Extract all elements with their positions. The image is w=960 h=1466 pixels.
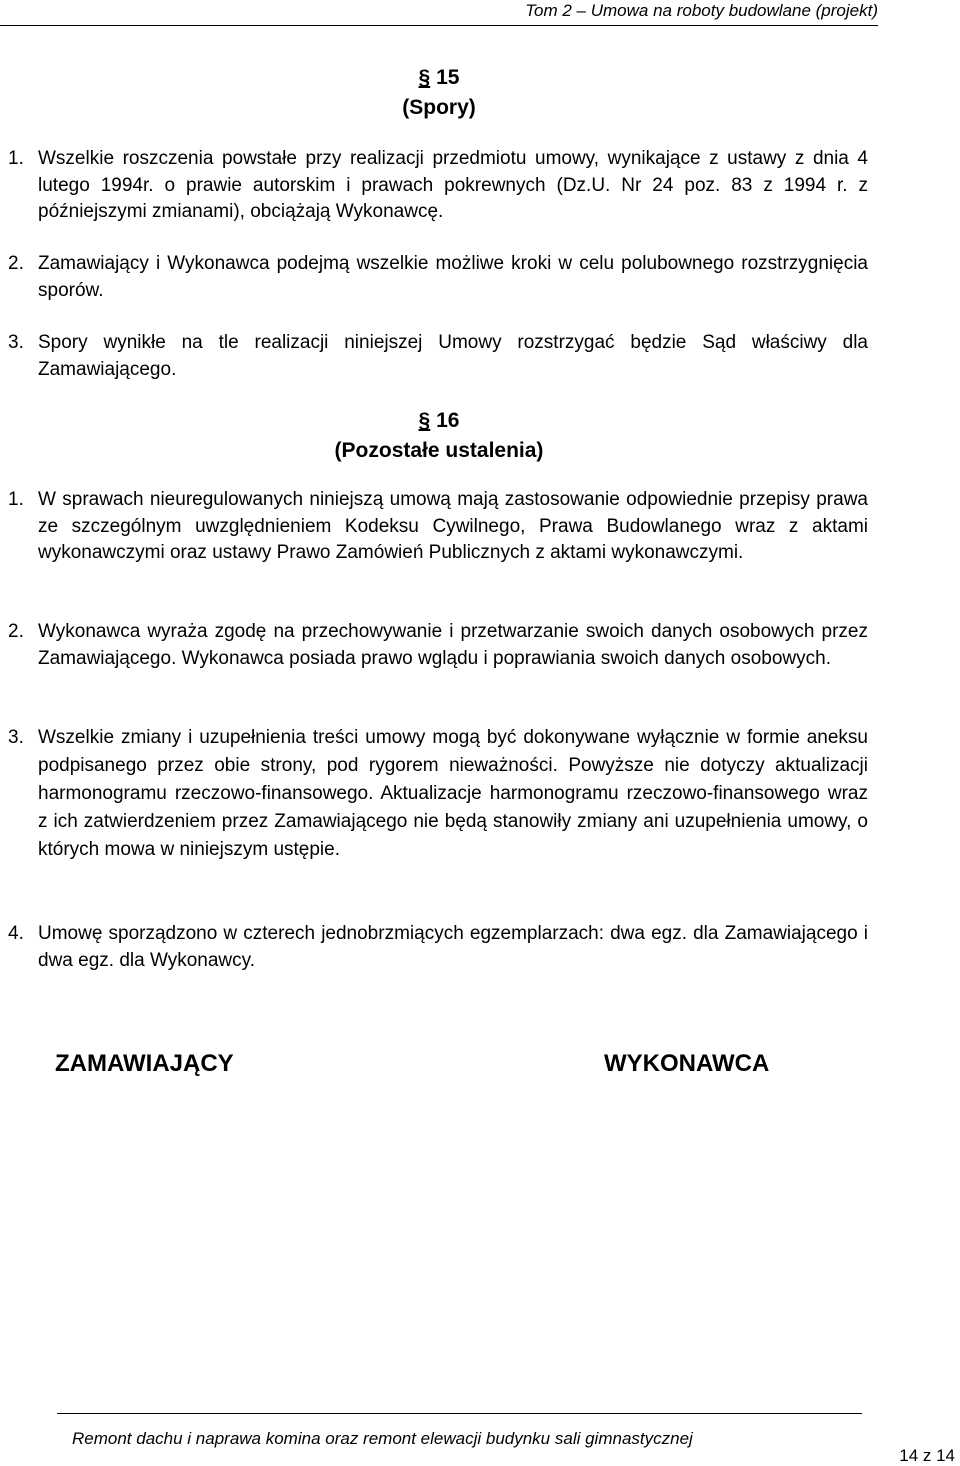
paragraph-text: Wszelkie zmiany i uzupełnienia treści umowy mogą być dokonywane wyłącznie w formie aneksu podpisanego przez obie strony, pod rygorem nieważności. Powyższe nie dotyczy aktualizacji harmonogramu rzeczowo-finansowego. Aktualizacje harmonogramu rzeczowo-finansowego wraz z ich zatwierdzeniem przez Zamawiającego nie będą stanowiły zmiany ani uzupełnienia umowy, o których mowa w niniejszym ustępie. [38, 727, 868, 860]
section-number: 16 [436, 409, 460, 432]
paragraph-number: 4. [8, 923, 24, 944]
signature-zamawiajacy: ZAMAWIAJĄCY [55, 1050, 234, 1077]
section-title: (Spory) [402, 96, 476, 119]
paragraph-number: 2. [8, 253, 24, 274]
paragraph-text: W sprawach nieuregulowanych niniejszą umową mają zastosowanie odpowiednie przepisy prawa ze szczególnym uwzględnieniem Kodeksu Cywilnego, Prawa Budowlanego wraz z aktami wykonawczymi oraz ustawy Prawo Zamówień Publicznych z aktami wykonawczymi. [38, 489, 868, 563]
paragraph-number: 1. [8, 148, 24, 169]
paragraph [8, 921, 868, 974]
paragraph [8, 330, 868, 383]
paragraph-text: Wszelkie roszczenia powstałe przy realizacji przedmiotu umowy, wynikające z ustawy z dnia 4 lutego 1994r. o prawie autorskim i prawach pokrewnych (Dz.U. Nr 24 poz. 83 z 1994 r. z późniejszymi zmianami), obciążają Wykonawcę. [38, 148, 868, 222]
paragraph-number: 3. [8, 332, 24, 353]
section-symbol: § [418, 66, 431, 89]
page-header [0, 0, 878, 26]
paragraph-text: Spory wynikłe na tle realizacji niniejszej Umowy rozstrzygać będzie Sąd właściwy dla Zamawiającego. [38, 332, 868, 380]
section-heading-15 [0, 63, 878, 123]
paragraph-number: 1. [8, 489, 24, 510]
footer-divider [57, 1413, 862, 1414]
paragraph [8, 487, 868, 567]
section-heading-16 [0, 406, 878, 466]
paragraph-text: Umowę sporządzono w czterech jednobrzmiących egzemplarzach: dwa egz. dla Zamawiającego i dwa egz. dla Wykonawcy. [38, 923, 868, 971]
header-title: Tom 2 – Umowa na roboty budowlane (projekt) [525, 1, 878, 20]
paragraph [8, 619, 868, 672]
paragraph [8, 724, 868, 864]
footer-title: Remont dachu i naprawa komina oraz remont elewacji budynku sali gimnastycznej [72, 1429, 693, 1448]
paragraph-text: Zamawiający i Wykonawca podejmą wszelkie możliwe kroki w celu polubownego rozstrzygnięcia sporów. [38, 253, 868, 301]
paragraph-number: 2. [8, 621, 24, 642]
paragraph [8, 251, 868, 304]
paragraph-text: Wykonawca wyraża zgodę na przechowywanie i przetwarzanie swoich danych osobowych przez Zamawiającego. Wykonawca posiada prawo wglądu i poprawiania swoich danych osobowych. [38, 621, 868, 669]
paragraph-number: 3. [8, 727, 24, 748]
paragraph [8, 146, 868, 226]
section-number: 15 [436, 66, 460, 89]
signature-wykonawca: WYKONAWCA [604, 1050, 770, 1077]
section-title: (Pozostałe ustalenia) [334, 439, 544, 462]
page-number: 14 z 14 [899, 1446, 955, 1465]
section-symbol: § [418, 409, 431, 432]
